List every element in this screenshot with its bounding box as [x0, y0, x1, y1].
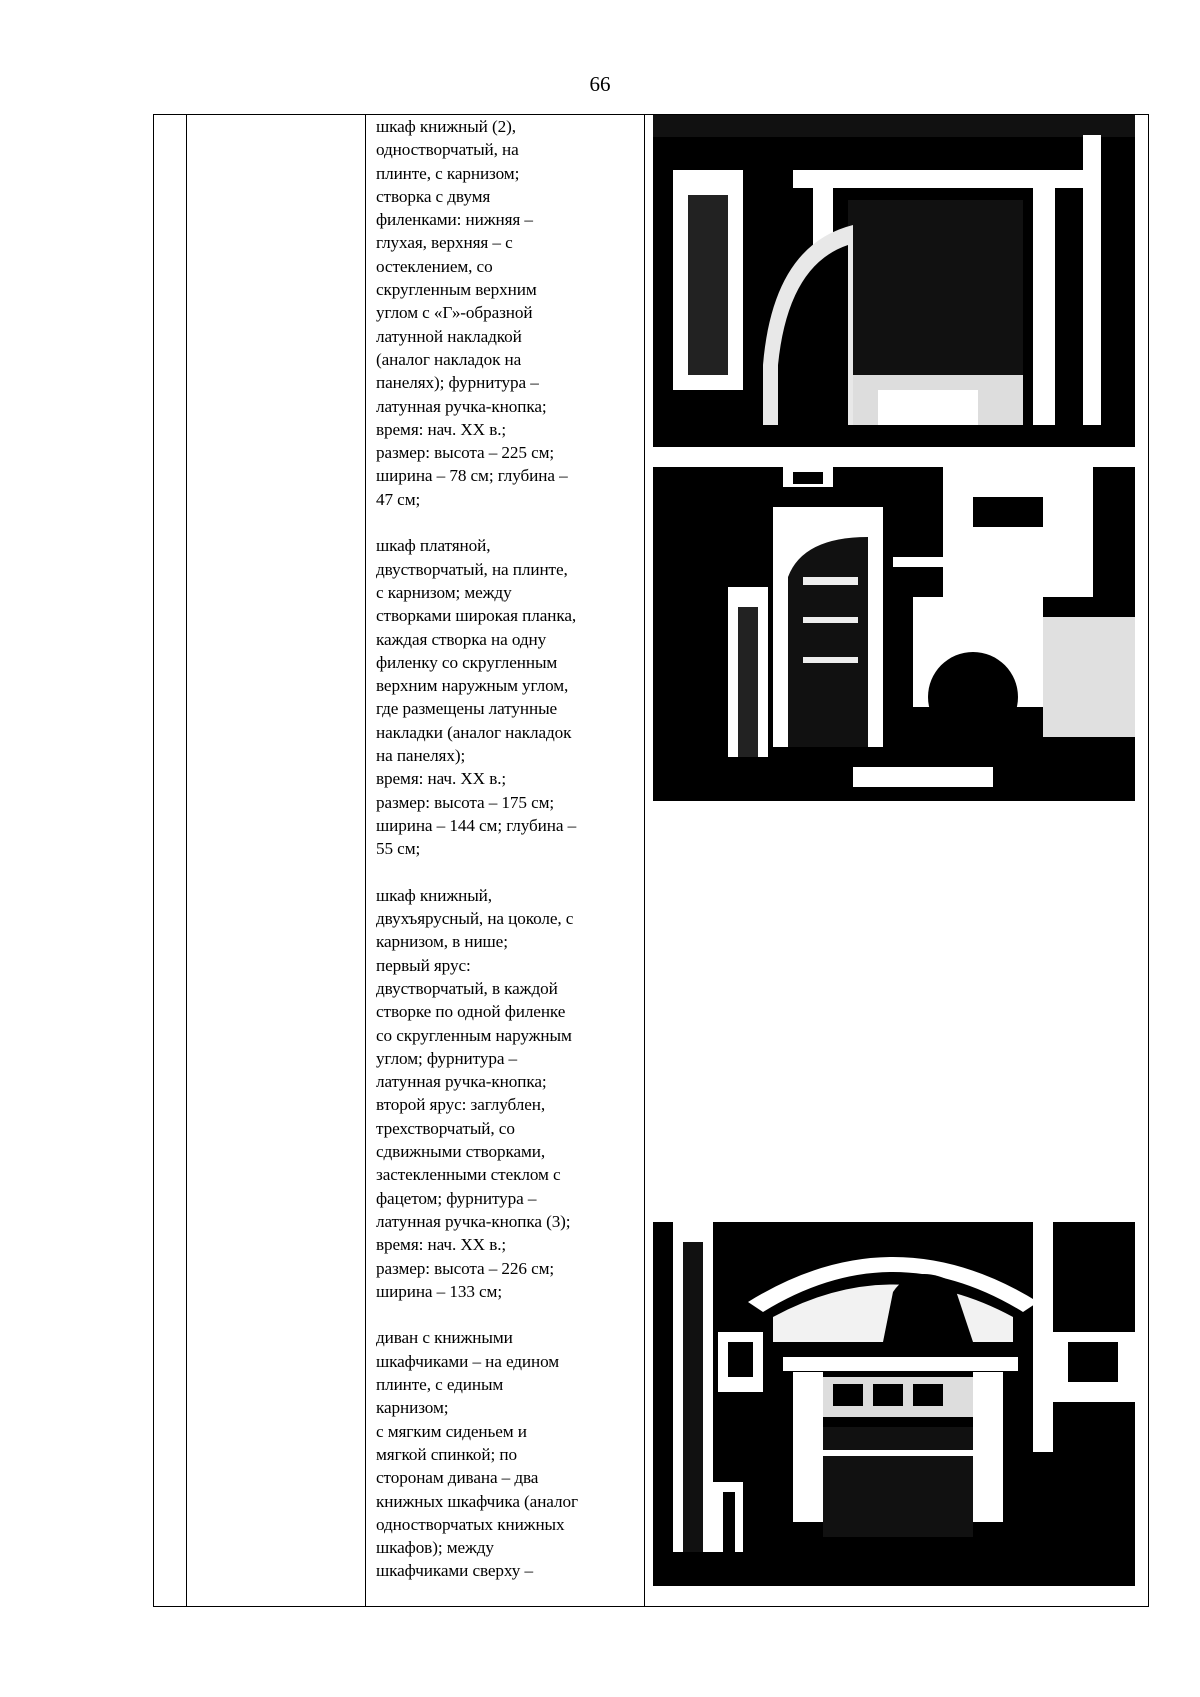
table-cell-number [154, 115, 187, 1607]
description-bookcase-two-tier: шкаф книжный, двухъярусный, на цоколе, с карнизом, в нише; первый ярус: двустворчатый, в каждой створке по одной филенке со скругленным наружным углом; фурнитура – латунная ручка-кнопка; второй ярус: заглублен, трехстворчатый, со сдвижными створками, застекленными стеклом с фацетом; фурнитура – латунная ручка-кнопка (3); время: нач. XX в.; размер: высота – 226 см; ширина – 133 см; [376, 885, 574, 1301]
table-cell-name [187, 115, 366, 1607]
photo-wardrobe [653, 467, 1135, 801]
photo-sofa-with-bookcases [653, 1222, 1135, 1586]
page-number: 66 [589, 72, 611, 96]
description-bookcase-single: шкаф книжный (2), одностворчатый, на плинте, с карнизом; створка с двумя филенками: нижняя – глухая, верхняя – с остеклением, со скругленным верхним углом с «Г»-образной латунной накладкой (аналог накладок на панелях); фурнитура – латунная ручка-кнопка; время: нач. XX в.; размер: высота – 225 см; ширина – 78 см; глубина – 47 см; [376, 117, 568, 509]
table-cell-photos [645, 115, 1149, 1607]
table-row [154, 115, 1149, 1607]
description-sofa-with-bookcases: диван с книжными шкафчиками – на едином плинте, с единым карнизом; с мягким сиденьем и мягкой спинкой; по сторонам дивана – два книжных шкафчика (аналог одностворчатых книжных шкафов); между шкафчиками сверху – [376, 1328, 578, 1581]
description-wardrobe: шкаф платяной, двустворчатый, на плинте, с карнизом; между створками широкая планка, каждая створка на одну филенку со скругленным верхним наружным углом, где размещены латунные накладки (аналог накладок на панелях); время: нач. XX в.; размер: высота – 175 см; ширина – 144 см; глубина – 55 см; [376, 536, 577, 859]
photo-bookcase-single [653, 115, 1135, 447]
inventory-table [153, 114, 1149, 1607]
table-cell-description [366, 115, 645, 1607]
